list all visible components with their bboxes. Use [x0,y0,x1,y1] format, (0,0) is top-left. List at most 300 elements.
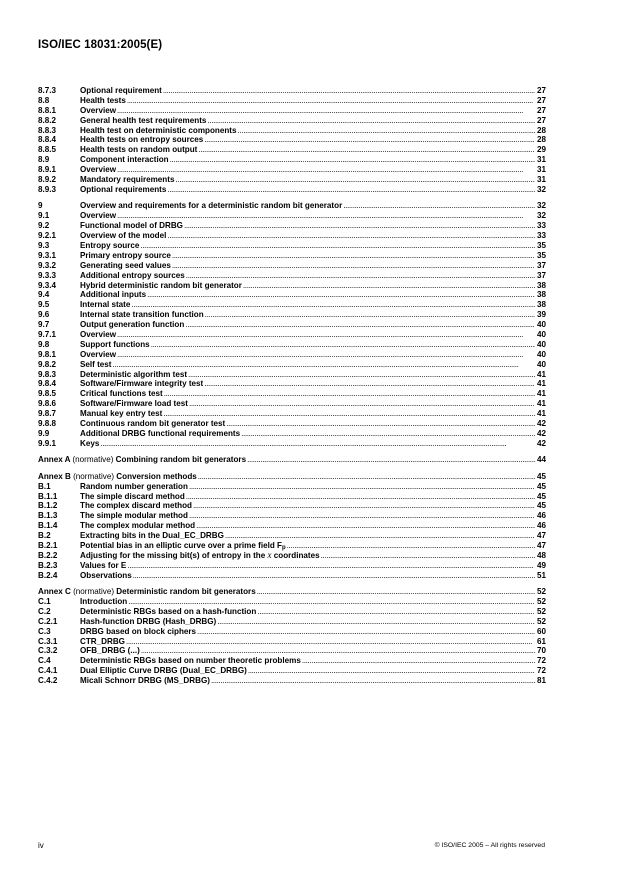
toc-entry-page: 47 [536,531,546,541]
dot-leader [204,379,535,389]
toc-entry-page: 40 [536,329,546,339]
toc-entry[interactable] [38,201,546,211]
toc-entry[interactable] [38,165,546,175]
dot-leader [205,310,535,320]
toc-entry[interactable] [38,472,546,482]
toc-entry-number: 9.3.2 [38,260,57,270]
toc-entry[interactable] [38,290,546,300]
dot-leader [189,482,535,492]
toc-entry-page: 52 [536,606,546,616]
toc-entry[interactable] [38,231,546,241]
toc-entry-page: 45 [536,491,546,501]
toc-entry-text: Generating seed values [80,260,171,270]
dot-leader [243,281,535,291]
toc-entry-title [80,271,185,281]
annex-title: Combining random bit generators [115,455,247,465]
dot-leader [172,261,535,271]
dot-leader [241,429,535,439]
toc-entry-title [80,676,210,686]
toc-entry-text: Software/Firmware integrity test [80,379,204,389]
toc-entry[interactable] [38,251,546,261]
toc-entry-number: 9.8.7 [38,409,57,419]
toc-entry[interactable] [38,607,546,617]
toc-entry-title [38,455,246,465]
toc-entry-page: 42 [536,438,546,448]
toc-entry-number: 8.8.3 [38,125,57,135]
toc-entry-number: 9.6 [38,310,50,320]
toc-entry-text: Entropy source [80,240,140,250]
dot-leader [321,551,535,561]
toc-entry-text: Optional requirement [80,86,162,95]
dot-leader [217,617,535,627]
toc-entry-number: C.3.1 [38,636,58,646]
dot-leader [186,271,535,281]
toc-entry-number: B.2.2 [38,550,58,560]
toc-entry[interactable] [38,551,546,561]
toc-entry-text: The simple modular method [80,511,188,521]
toc-entry-text: Internal state [80,300,131,310]
toc-entry[interactable] [38,597,546,607]
toc-entry-number: 9.8.3 [38,369,57,379]
toc-entry-number: C.4.2 [38,676,58,686]
toc-entry-text: Internal state transition function [80,310,204,320]
toc-entry-text: Deterministic RBGs based on number theoretic problems [80,656,301,666]
dot-leader [225,531,535,541]
toc-entry[interactable] [38,241,546,251]
dot-leader [193,501,535,511]
dot-leader [117,211,535,221]
toc-entry-number: C.3.2 [38,646,58,656]
toc-entry-number: B.2.3 [38,560,58,570]
toc-entry-text: Overview [80,349,116,359]
toc-entry-title [80,320,184,330]
toc-entry-number: 8.9.3 [38,184,57,194]
toc-entry-number: C.2 [38,606,51,616]
toc-entry-title [80,185,166,195]
toc-entry-page: 27 [536,86,546,95]
toc-entry-page: 41 [536,369,546,379]
toc-entry-text: Hybrid deterministic random bit generator [80,280,242,290]
toc-entry-title [80,221,183,231]
toc-entry-page: 51 [536,570,546,580]
toc-entry-number: 8.9 [38,155,50,165]
dot-leader [131,300,535,310]
toc-entry-text: Mandatory requirements [80,175,175,185]
toc-entry-title [80,290,146,300]
toc-entry[interactable] [38,482,546,492]
dot-leader [198,145,535,155]
dot-leader [170,155,535,165]
toc-entry-number: 8.8.1 [38,105,57,115]
toc-entry-page: 31 [536,165,546,175]
toc-entry-title [80,439,99,449]
toc-entry-page: 41 [536,409,546,419]
toc-entry[interactable] [38,310,546,320]
toc-entry-number: 9.9 [38,428,50,438]
toc-entry[interactable] [38,350,546,360]
dot-leader [126,637,535,647]
toc-entry[interactable] [38,541,546,551]
toc-entry-title [80,135,203,145]
toc-entry-title [80,145,197,155]
dot-leader [186,492,535,502]
toc-entry-page: 46 [536,521,546,531]
toc-entry-title [80,231,166,241]
toc-entry-number: B.1.1 [38,491,58,501]
toc-entry-text: Values for E [80,560,127,570]
toc-entry-page: 61 [536,636,546,646]
toc-entry-number: 9.3.4 [38,280,57,290]
toc-entry-text: Continuous random bit generator test [80,418,226,428]
toc-entry-text: Hash-function DRBG (Hash_DRBG) [80,616,217,626]
dot-leader [167,231,535,241]
toc-entry-title [80,389,163,399]
toc-entry[interactable] [38,360,546,370]
annex-label: Annex B [38,471,71,481]
toc-entry-page: 38 [536,300,546,310]
toc-entry-number: B.1 [38,481,51,491]
toc-entry-number: 9.3 [38,240,50,250]
toc-entry[interactable] [38,211,546,221]
toc-entry-page: 42 [536,428,546,438]
toc-entry-text: Extracting bits in the Dual_EC_DRBG [80,531,224,541]
toc-entry-title [80,360,112,370]
toc-entry[interactable] [38,521,546,531]
toc-entry-number: C.3 [38,626,51,636]
toc-entry-page: 72 [536,656,546,666]
toc-entry-number: 9.8.5 [38,389,57,399]
toc-entry-text: Additional inputs [80,290,147,300]
toc-entry-title [80,646,140,656]
toc-entry-page: 38 [536,290,546,300]
toc-entry-title [80,492,185,502]
toc-entry-text: Observations [80,570,132,580]
toc-entry-page: 81 [536,676,546,686]
toc-entry-title [80,211,116,221]
toc-entry-page: 40 [536,349,546,359]
copyright-notice: © ISO/IEC 2005 – All rights reserved [434,842,545,849]
toc-entry[interactable] [38,501,546,511]
toc-entry-number: 9.3.3 [38,270,57,280]
toc-entry-text: Health tests [80,95,126,105]
toc-entry[interactable] [38,370,546,380]
toc-entry[interactable] [38,175,546,185]
toc-entry-number: 9.5 [38,300,50,310]
annex-label: Annex C [38,587,71,597]
toc-entry-page: 45 [536,471,546,481]
toc-entry-title [80,399,188,409]
toc-entry-page: 39 [536,310,546,320]
dot-leader [172,251,535,261]
toc-entry-number: 9.2.1 [38,231,57,241]
toc-entry[interactable] [38,261,546,271]
toc-entry-number: 9.8.6 [38,399,57,409]
dot-leader [127,561,535,571]
dot-leader [189,511,535,521]
toc-entry[interactable] [38,617,546,627]
toc-entry[interactable] [38,96,546,106]
toc-entry[interactable] [38,145,546,155]
toc-entry-text: Functional model of DRBG [80,221,183,231]
dot-leader [204,135,535,145]
toc-entry-text: Overview [80,105,116,115]
dot-leader [211,676,535,686]
toc-entry-text: CTR_DRBG [80,636,125,646]
toc-entry-text: Health tests on random output [80,145,198,155]
dot-leader [167,185,535,195]
dot-leader [184,221,535,231]
toc-entry[interactable] [38,511,546,521]
dot-leader [302,656,535,666]
toc-entry-number: B.2 [38,531,51,541]
toc-entry-text: Component interaction [80,155,169,165]
toc-entry-text: Critical functions test [80,389,163,399]
toc-entry-number: 8.9.1 [38,165,57,175]
toc-entry-title [80,116,206,126]
toc-entry[interactable] [38,399,546,409]
annex-note: (normative) [72,455,114,465]
toc-entry-number: B.1.2 [38,501,58,511]
toc-entry[interactable] [38,106,546,116]
toc-entry-title [80,617,216,627]
toc-entry-title [80,165,116,175]
toc-entry-page: 47 [536,540,546,550]
toc-entry[interactable] [38,135,546,145]
toc-entry-text: Micali Schnorr DRBG (MS_DRBG) [80,676,210,686]
toc-entry-title [80,571,132,581]
toc-entry-number: 9.4 [38,290,50,300]
dot-leader [117,350,535,360]
toc-entry-text: Keys [80,438,100,448]
toc-entry-page: 27 [536,95,546,105]
toc-entry[interactable] [38,439,546,449]
dot-leader [287,541,535,551]
toc-entry-text: Introduction [80,597,128,607]
toc-entry-page: 45 [536,501,546,511]
toc-entry-number: 8.8 [38,95,50,105]
toc-entry[interactable] [38,379,546,389]
toc-entry-text: Random number generation [80,481,188,491]
toc-entry[interactable] [38,221,546,231]
toc-entry-title [80,501,192,511]
toc-entry-title [80,666,247,676]
toc-entry-text: Support functions [80,339,150,349]
toc-entry-text: Additional entropy sources [80,270,185,280]
toc-entry[interactable] [38,330,546,340]
dot-leader [257,607,535,617]
toc-entry[interactable] [38,429,546,439]
toc-entry[interactable] [38,646,546,656]
toc-entry-title [80,597,127,607]
toc-entry[interactable] [38,656,546,666]
toc-entry-title [80,409,162,419]
toc-entry-number: B.1.3 [38,511,58,521]
toc-entry-title [80,561,126,571]
toc-entry-number: B.2.1 [38,540,58,550]
toc-entry-text: DRBG based on block ciphers [80,626,197,636]
toc-entry-page: 41 [536,389,546,399]
toc-entry[interactable] [38,126,546,136]
toc-entry-text: Output generation function [80,320,185,330]
toc-entry[interactable] [38,300,546,310]
page-number: iv [38,841,44,850]
toc-entry[interactable] [38,666,546,676]
toc-entry-page: 72 [536,666,546,676]
dot-leader [151,340,535,350]
toc-entry[interactable] [38,86,546,96]
toc-entry-title [80,340,150,350]
toc-entry[interactable] [38,116,546,126]
toc-entry[interactable] [38,271,546,281]
dot-leader [163,86,535,96]
dot-leader [188,370,535,380]
toc-entry[interactable] [38,320,546,330]
toc-entry-number: 9.8 [38,339,50,349]
toc-entry-text: Overview [80,211,116,221]
annex-title: Deterministic random bit generators [116,587,256,597]
toc-entry-title [80,201,342,211]
toc-entry-text: Health tests on entropy sources [80,135,204,145]
subscript: p [281,544,286,551]
toc-entry-title [80,251,171,261]
toc-entry[interactable] [38,561,546,571]
toc-entry-title [80,656,301,666]
toc-entry-page: 48 [536,550,546,560]
toc-entry-title [80,350,116,360]
dot-leader [247,455,535,465]
toc-entry-number: C.2.1 [38,616,58,626]
toc-entry-title [80,370,187,380]
toc-entry-page: 35 [536,240,546,250]
dot-leader [113,360,536,370]
toc-entry-page: 40 [536,339,546,349]
dot-leader [343,201,535,211]
toc-entry-title [80,541,286,551]
toc-entry-page: 27 [536,115,546,125]
toc-entry[interactable] [38,492,546,502]
toc-entry[interactable] [38,627,546,637]
toc-entry-page: 35 [536,250,546,260]
toc-entry-number: 9.7 [38,320,50,330]
toc-entry-page: 52 [536,616,546,626]
toc-entry-number: 9.7.1 [38,329,57,339]
toc-entry-number: 8.7.3 [38,86,57,95]
toc-entry-text: Primary entropy source [80,250,171,260]
toc-entry[interactable] [38,587,546,597]
toc-entry-number: 9.8.8 [38,418,57,428]
toc-entry-text: Additional DRBG functional requirements [80,428,241,438]
toc-entry-text: General health test requirements [80,115,207,125]
toc-entry-title [80,511,188,521]
dot-leader [189,399,535,409]
toc-entry-text: Adjusting for the missing bit(s) of entropy in the [80,550,268,560]
toc-entry-number: 9.8.2 [38,359,57,369]
toc-entry[interactable] [38,676,546,686]
toc-entry-page: 40 [536,320,546,330]
dot-leader [133,571,535,581]
toc-entry-number: C.1 [38,597,51,607]
table-of-contents [38,86,546,686]
toc-entry[interactable] [38,281,546,291]
toc-entry[interactable] [38,389,546,399]
toc-entry-title [80,627,196,637]
toc-entry-page: 37 [536,260,546,270]
toc-entry-number: 9.8.1 [38,349,57,359]
toc-entry-page: 41 [536,379,546,389]
toc-entry-number: B.1.4 [38,521,58,531]
toc-entry-page: 29 [536,145,546,155]
toc-entry-page: 42 [536,418,546,428]
dot-leader [164,389,535,399]
toc-entry-number: 9.2 [38,221,50,231]
toc-entry-title [80,637,125,647]
toc-entry-text: Overview and requirements for a deterministic random bit generator [80,201,343,211]
toc-entry-number: C.4 [38,656,51,666]
toc-entry[interactable] [38,409,546,419]
dot-leader [127,96,535,106]
dot-leader [238,126,535,136]
toc-entry-title [80,175,174,185]
toc-entry-number: 9.3.1 [38,250,57,260]
toc-entry-title [80,106,116,116]
toc-entry-page: 44 [536,455,546,465]
toc-entry-text: Overview [80,165,116,175]
annex-label: Annex A [38,455,71,465]
toc-entry-title [80,531,224,541]
dot-leader [163,409,535,419]
toc-entry-page: 40 [536,359,546,369]
toc-entry-page: 60 [536,626,546,636]
toc-entry[interactable] [38,419,546,429]
toc-entry-page: 32 [536,211,546,221]
toc-entry-title [80,419,225,429]
dot-leader [185,320,535,330]
toc-entry-title [80,379,203,389]
toc-entry[interactable] [38,155,546,165]
dot-leader [196,521,535,531]
dot-leader [128,597,535,607]
dot-leader [257,587,535,597]
toc-entry-number: 8.9.2 [38,175,57,185]
toc-entry-text: Optional requirements [80,184,167,194]
dot-leader [207,116,535,126]
toc-entry-text: The complex modular method [80,521,196,531]
toc-entry[interactable] [38,185,546,195]
toc-entry-title [80,241,139,251]
toc-entry[interactable] [38,571,546,581]
toc-entry-text: Potential bias in an elliptic curve over a prime field F [80,540,282,550]
toc-entry[interactable] [38,455,546,465]
toc-entry[interactable] [38,531,546,541]
toc-entry-page: 37 [536,270,546,280]
dot-leader [197,627,535,637]
annex-title: Conversion methods [116,471,197,481]
toc-entry-text: The complex discard method [80,501,192,511]
toc-entry-text: The simple discard method [80,491,185,501]
toc-entry-title [80,482,188,492]
toc-entry[interactable] [38,637,546,647]
toc-entry-text: Self test [80,359,112,369]
toc-entry-page: 52 [536,587,546,597]
toc-entry-text: OFB_DRBG (...) [80,646,140,656]
toc-entry-number: C.4.1 [38,666,58,676]
toc-entry-text: Overview [80,329,116,339]
toc-entry-title [80,330,116,340]
toc-entry-text: Software/Firmware load test [80,399,188,409]
toc-entry-page: 46 [536,511,546,521]
toc-entry[interactable] [38,340,546,350]
toc-entry-page: 70 [536,646,546,656]
